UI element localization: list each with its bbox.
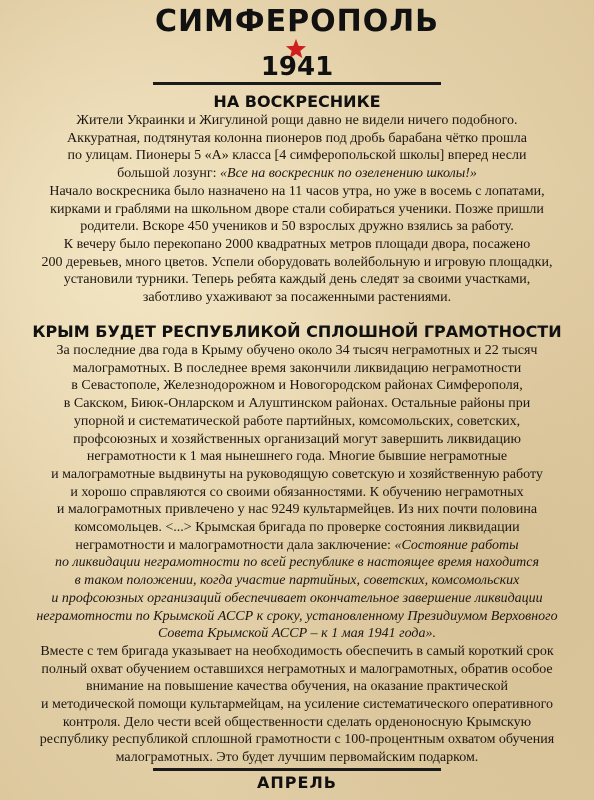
text-line xyxy=(4,165,590,183)
quote-line: и профсоюзных организаций обеспечивает окончательное завершение ликвидации xyxy=(51,590,543,606)
text-line: родители. Вскоре 450 учеников и 50 взрослых дружно взялись за работу. xyxy=(80,219,514,235)
text-line: Вместе с тем бригада указывает на необходимость обеспечить в самый короткий срок xyxy=(40,643,554,659)
text-line: внимание на повышение качества обучения, на оказание практической xyxy=(85,679,509,695)
text-fragment: неграмотности и малограмотности дала заключение: xyxy=(75,537,395,553)
quote-line: в таком положении, когда участие партийных, советских, комсомольских xyxy=(74,573,520,589)
text-line: малограмотных. В последнее время закончили ликвидацию неграмотности xyxy=(72,360,522,376)
text-line: За последние два года в Крыму обучено около 34 тысяч неграмотных и 22 тысяч xyxy=(56,343,538,358)
text-line: Аккуратная, подтянутая колонна пионеров под дробь барабана чётко прошла xyxy=(67,130,527,146)
text-line: по улицам. Пионеры 5 «А» класса [4 симферопольской школы] вперед несли xyxy=(67,148,527,164)
text-line: кирками и граблями на школьном дворе стали собираться ученики. Позже пришли xyxy=(50,201,544,217)
slogan-quote: «Все на воскресник по озеленению школы!» xyxy=(220,166,477,182)
text-line: республику республикой сплошной грамотности с 100-процентным охватом обучения xyxy=(39,732,555,748)
text-line: профсоюзных и хозяйственных организаций могут завершить ликвидацию xyxy=(73,431,521,447)
bottom-divider xyxy=(153,768,441,771)
text-line: Начало воскресника было назначено на 11 часов утра, но уже в восемь с лопатами, xyxy=(49,183,545,199)
quote-fragment: «Состояние работы xyxy=(394,537,519,553)
text-line: в Сакском, Биюк-Онларском и Алуштинском районах. Остальные районы при xyxy=(63,396,531,412)
text-line: неграмотности к 1 мая нынешнего года. Многие бывшие неграмотные xyxy=(86,449,508,465)
text-line xyxy=(4,537,590,555)
text-line: комсомольцев. <...> Крымская бригада по проверке состояния ликвидации xyxy=(74,520,520,536)
text-line: полный охват обучением оставшихся неграмотных и малограмотных, обратив особое xyxy=(41,661,553,677)
text-line: и малограмотных привлечено у нас 9249 культармейцев. Из них почти половина xyxy=(56,502,538,518)
masthead-title: СИМФЕРОПОЛЬ xyxy=(154,4,440,39)
text-fragment: большой лозунг: xyxy=(117,166,221,182)
text-line: установили турники. Теперь ребята каждый день следят за своими участками, xyxy=(63,272,531,288)
text-line: 200 деревьев, много цветов. Успели оборудовать волейбольную и игровую площадки, xyxy=(41,254,553,270)
quote-line: неграмотности по Крымской АССР к сроку, установленному Президиумом Верховного xyxy=(36,608,558,624)
section2-body xyxy=(4,342,590,767)
section2-heading: КРЫМ БУДЕТ РЕСПУБЛИКОЙ СПЛОШНОЙ ГРАМОТНОСТИ xyxy=(32,322,562,341)
text-line: Жители Украинки и Жигулиной рощи давно не видели ничего подобного. xyxy=(76,113,518,128)
footer-month: АПРЕЛЬ xyxy=(257,773,337,792)
top-divider xyxy=(153,82,441,85)
text-line: малограмотных. Это будет лучшим первомайским подарком. xyxy=(115,750,479,766)
section1-heading: НА ВОСКРЕСНИКЕ xyxy=(213,92,381,111)
text-line: и хорошо справляются со своими обязанностями. К обучению неграмотных xyxy=(70,484,524,500)
text-line: К вечеру было перекопано 2000 квадратных метров площади двора, посажено xyxy=(63,236,531,252)
text-line: в Севастополе, Железнодорожном и Новогородском районах Симферополя, xyxy=(71,378,523,394)
section1-body xyxy=(4,112,590,307)
text-line: заботливо ухаживают за посаженными растениями. xyxy=(142,290,452,306)
text-line: контроля. Дело чести всей общественности сделать орденоносную Крымскую xyxy=(62,714,532,730)
quote-line: по ликвидации неграмотности по всей республике в настоящее время находится xyxy=(55,555,539,571)
text-line: и методической помощи культармейцам, на усиление систематического оперативного xyxy=(41,697,553,713)
quote-line: Совета Крымской АССР – к 1 мая 1941 года». xyxy=(157,626,437,642)
masthead-year: 1941 xyxy=(260,52,334,82)
text-line: и малограмотные выдвинуты на руководящую советскую и хозяйственную работу xyxy=(51,466,543,482)
text-line: упорной и систематической работе партийных, комсомольских, советских, xyxy=(73,413,521,429)
